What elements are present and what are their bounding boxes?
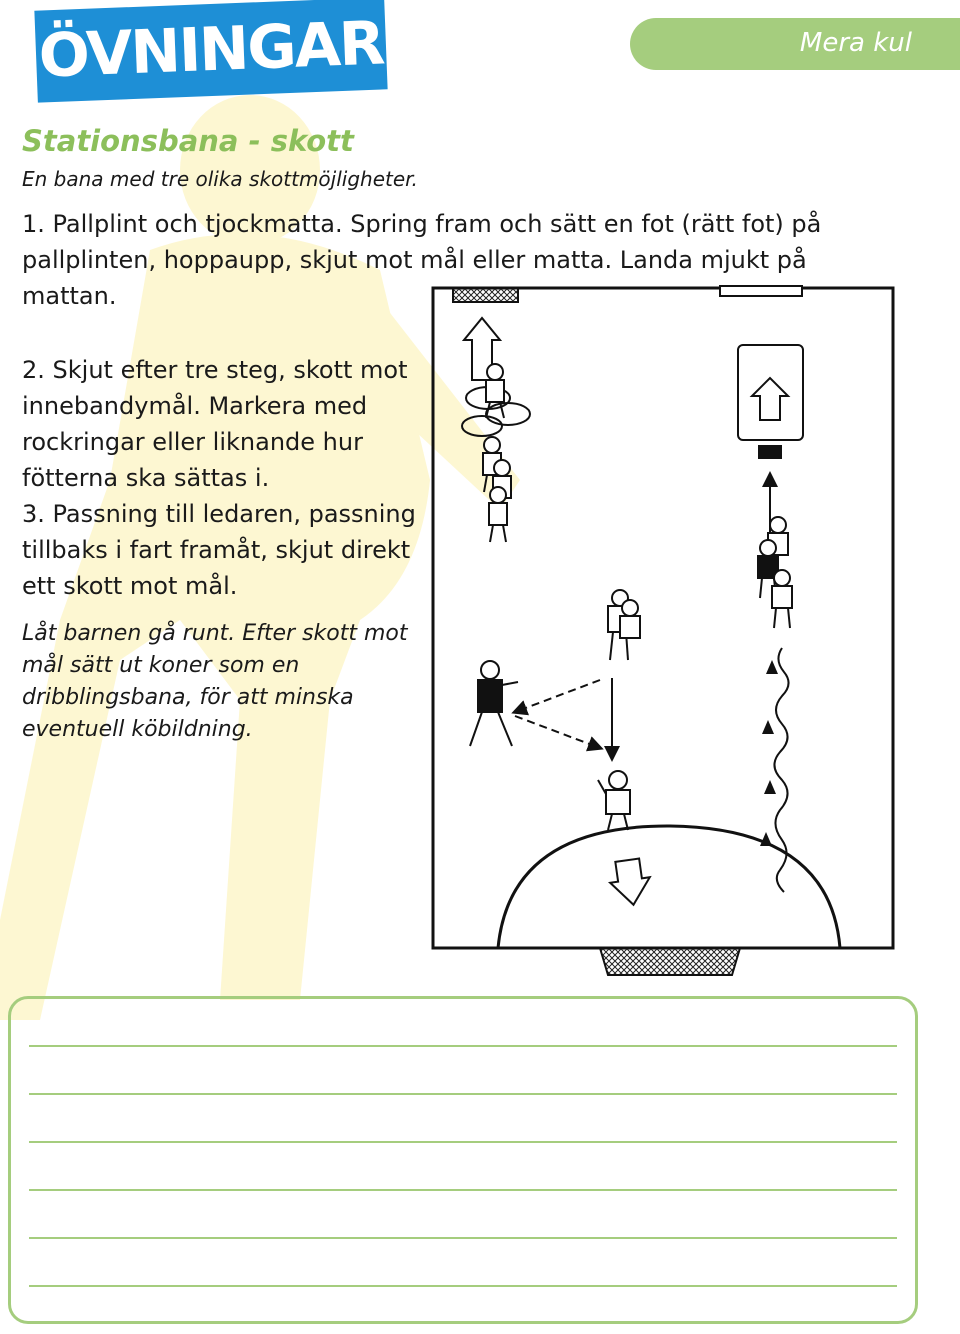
writing-line: [29, 1045, 897, 1047]
goal-area-arc: [498, 826, 840, 948]
player-figure: [772, 570, 792, 628]
section-banner: [34, 0, 387, 103]
player-figure: [598, 771, 630, 830]
exercise-note: Låt barnen gå runt. Efter skott mot mål sätt ut koner som en dribblingsbana, för att minska eventuell köbildning.: [22, 621, 408, 742]
category-tab-label: Mera kul: [799, 28, 912, 58]
cone-icon: [766, 660, 778, 674]
bottom-goal: [600, 948, 740, 975]
player-figure: [620, 600, 640, 638]
cone-icon: [760, 832, 772, 846]
top-goal-right: [720, 286, 802, 296]
banner-title: ÖVNINGAR: [37, 8, 385, 92]
dribble-path: [774, 648, 788, 892]
writing-line: [29, 1141, 897, 1143]
cone-icon: [764, 780, 776, 794]
down-arrow-icon: [607, 857, 653, 907]
mini-goal: [758, 445, 782, 459]
writing-line: [29, 1189, 897, 1191]
notes-box: [8, 996, 918, 1324]
leader-figure: [470, 661, 518, 746]
writing-line: [29, 1285, 897, 1287]
player-figure: [486, 364, 504, 418]
cone-icon: [762, 720, 774, 734]
court-diagram: [420, 280, 920, 990]
player-figure: [489, 487, 507, 542]
writing-line: [29, 1237, 897, 1239]
hoop-ring: [486, 403, 530, 425]
step-1: 1. Pallplint och tjockmatta. Spring fram och sätt en fot (rätt fot) på pallplinten, hoppaupp, skjut mot mål eller matta. Landa mjukt på mattan.: [22, 210, 822, 310]
step-3: 3. Passning till ledaren, passning tillbaks i fart framåt, skjut direkt ett skott mot mål.: [22, 500, 416, 600]
exercise-title: Stationsbana - skott: [22, 124, 354, 158]
step-2: 2. Skjut efter tre steg, skott mot innebandymål. Markera med rockringar eller liknande hur fötterna ska sättas i.: [22, 356, 408, 492]
category-tab: [630, 18, 960, 70]
top-goal-left: [453, 288, 518, 302]
hoop-ring: [462, 416, 502, 436]
pass-arrow: [515, 716, 600, 748]
exercise-subtitle: En bana med tre olika skottmöjligheter.: [22, 167, 418, 191]
pass-arrow: [515, 680, 600, 712]
writing-line: [29, 1093, 897, 1095]
